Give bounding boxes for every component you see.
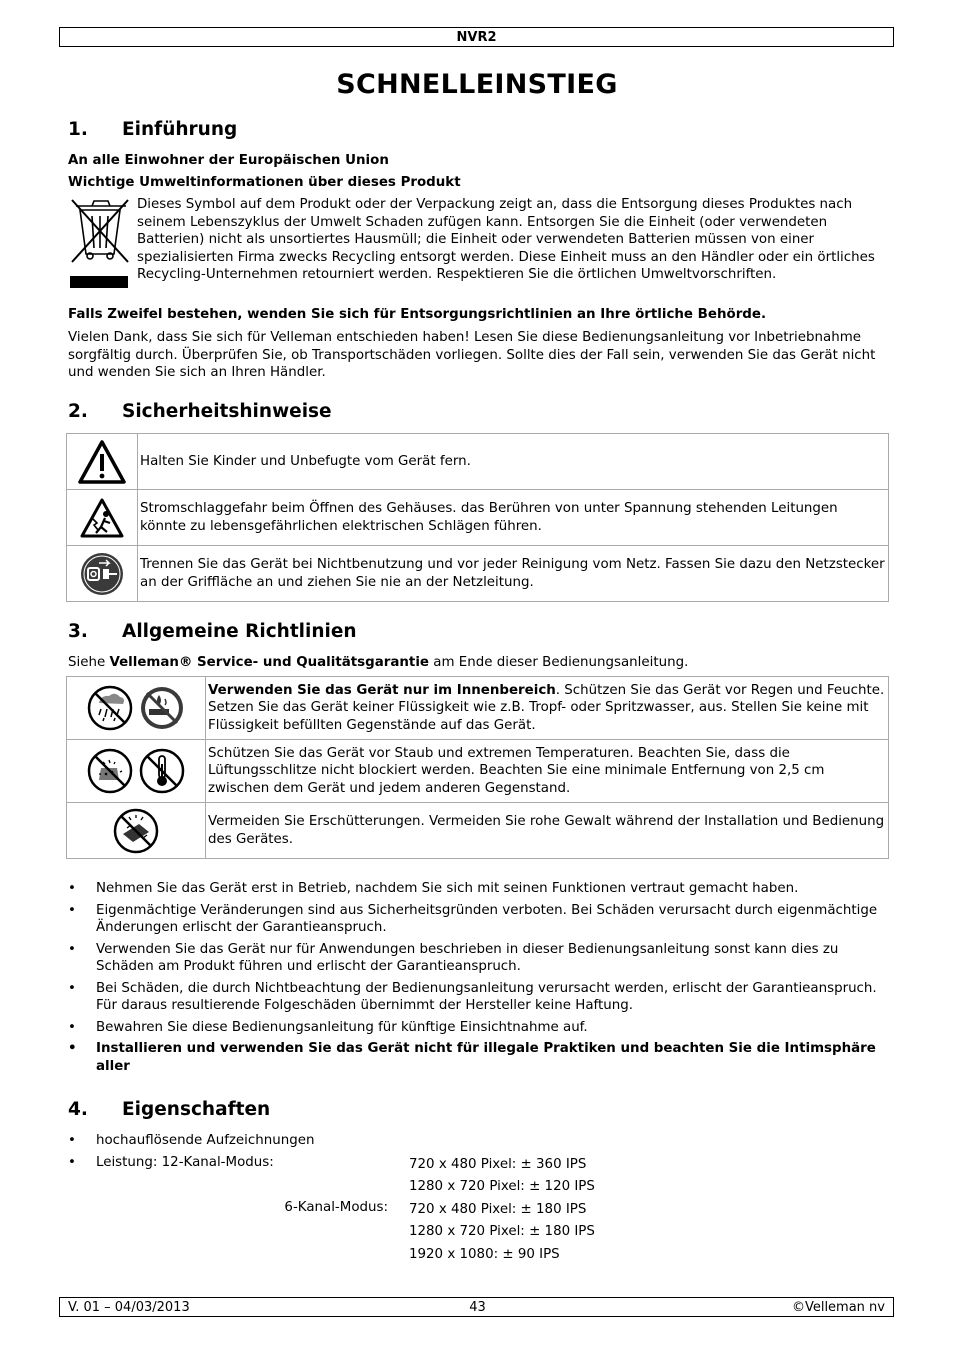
no-extreme-temperature-icon — [139, 748, 185, 794]
section-title: Einführung — [122, 119, 238, 140]
no-shock-icon — [69, 808, 203, 854]
guideline-text: Schützen Sie das Gerät vor Staub und extremen Temperaturen. Beachten Sie, dass die Lüftungsschlitze nicht blockiert werden. Beachten Sie eine minimale Entfernung von 2,5 cm zwischen dem Gerät und jedem anderen Gegenstand. — [206, 740, 889, 803]
safety-table — [66, 433, 889, 602]
guideline-row — [67, 740, 889, 803]
list-item: • Nehmen Sie das Gerät erst in Betrieb, nachdem Sie sich mit seinen Funktionen vertraut gemacht haben. — [68, 880, 889, 898]
list-item: • Bewahren Sie diese Bedienungsanleitung für künftige Einsichtnahme auf. — [68, 1019, 889, 1037]
section-3-heading — [68, 621, 357, 643]
guideline-icons — [67, 740, 206, 803]
section-title: Allgemeine Richtlinien — [122, 621, 357, 642]
guidelines-table — [66, 676, 889, 859]
guideline-icons — [67, 677, 206, 740]
eu-residents-label: An alle Einwohner der Europäischen Union — [68, 153, 389, 168]
intro-text: Siehe — [68, 655, 110, 670]
weee-text: Dieses Symbol auf dem Produkt oder der Verpackung zeigt an, dass die Entsorgung dieses Produktes nach seinem Lebenszyklus der Umwelt Schaden zufügen kann. Entsorgen Sie die Einheit (oder verwendeten Batterien) nicht als unsortiertes Hausmüll; die Einheit oder verwendeten Batterien müssen von einer spezialisierten Firma zwecks Recycling entsorgt werden. Diese Einheit muss an den Händler oder ein örtliches Recycling-Unternehmen retourniert werden. Respektieren Sie die örtlichen Umweltvorschriften. — [137, 197, 875, 282]
spec-value: 1920 x 1080: ± 90 IPS — [409, 1246, 560, 1262]
safety-row — [67, 490, 889, 546]
thanks-paragraph: Vielen Dank, dass Sie sich für Velleman entschieden haben! Lesen Sie diese Bedienungsanleitung vor Inbetriebnahme sorgfältig durch. Überprüfen Sie, ob Transportschäden vorliegen. Sollte dies der Fall sein, verwenden Sie das Gerät nicht und wenden Sie sich an Ihren Händler. — [68, 330, 876, 380]
safety-row — [67, 434, 889, 490]
section-title: Eigenschaften — [122, 1099, 271, 1120]
guideline-bullets — [68, 880, 889, 1075]
spec-value: 1280 x 720 Pixel: ± 180 IPS — [409, 1224, 595, 1240]
features-list — [68, 1154, 368, 1172]
footer-version: V. 01 – 04/03/2013 — [68, 1300, 190, 1315]
doubt-note: Falls Zweifel bestehen, wenden Sie sich für Entsorgungsrichtlinien an Ihre örtliche Behörde. — [68, 307, 767, 322]
list-item: • hochauflösende Aufzeichnungen — [68, 1132, 889, 1150]
safety-row — [67, 546, 889, 602]
header-bar — [59, 27, 894, 47]
section-number: 3. — [68, 621, 88, 642]
section-number: 4. — [68, 1099, 88, 1120]
unplug-icon — [67, 546, 138, 602]
spec-value: 720 x 480 Pixel: ± 360 IPS — [409, 1157, 587, 1172]
warning-triangle-icon — [67, 434, 138, 490]
safety-text: Stromschlaggefahr beim Öffnen des Gehäuses. das Berühren von unter Spannung stehenden Leitungen könnte zu lebensgefährlichen elektrischen Schlägen führen. — [138, 490, 889, 546]
indoor-only-text: Verwenden Sie das Gerät nur im Innenbereich — [208, 682, 556, 698]
section-number: 1. — [68, 119, 88, 140]
list-item: • Installieren und verwenden Sie das Gerät nicht für illegale Praktiken und beachten Sie die Intimsphäre aller — [68, 1040, 889, 1075]
guideline-row — [67, 803, 889, 859]
list-item: • Leistung: 12-Kanal-Modus: — [68, 1154, 368, 1172]
spec-value: 1280 x 720 Pixel: ± 120 IPS — [409, 1179, 595, 1195]
no-dust-icon — [87, 748, 133, 794]
header-model: NVR2 — [456, 30, 497, 45]
env-info-label: Wichtige Umweltinformationen über dieses Produkt — [68, 175, 461, 190]
electric-shock-icon — [67, 490, 138, 546]
safety-text: Trennen Sie das Gerät bei Nichtbenutzung und vor jeder Reinigung vom Netz. Fassen Sie dazu den Netzstecker an der Griffläche an und ziehen Sie nie an der Netzleitung. — [138, 546, 889, 602]
features-list — [68, 1132, 889, 1150]
list-item: • Verwenden Sie das Gerät nur für Anwendungen beschrieben in dieser Bedienungsanleitung sonst kann dies zu Schäden am Produkt führen und erlischt der Garantieanspruch. — [68, 941, 889, 976]
list-item: • Eigenmächtige Veränderungen sind aus Sicherheitsgründen verboten. Bei Schäden verursacht durch eigenmächtige Änderungen erlischt der Garantieanspruch. — [68, 902, 889, 937]
section-title: Sicherheitshinweise — [122, 401, 332, 422]
spec-value: 720 x 480 Pixel: ± 180 IPS — [409, 1202, 587, 1217]
safety-text: Halten Sie Kinder und Unbefugte vom Gerät fern. — [138, 434, 889, 490]
guarantee-name: Velleman® Service- und Qualitätsgarantie — [109, 655, 430, 670]
footer-copyright: ©Velleman nv — [791, 1300, 885, 1315]
mode-12-values — [409, 1154, 595, 1199]
weee-bin-icon — [68, 196, 132, 290]
section-4-heading — [68, 1099, 270, 1121]
guideline-text: Vermeiden Sie Erschütterungen. Vermeiden Sie rohe Gewalt während der Installation und Bedienung des Gerätes. — [206, 803, 889, 859]
guideline-row — [67, 677, 889, 740]
mode-6-label: 6-Kanal-Modus: — [284, 1200, 388, 1215]
section-2-heading — [68, 401, 332, 423]
guarantee-reference — [68, 654, 688, 672]
mode-6-values — [409, 1199, 595, 1266]
intro-text: am Ende dieser Bedienungsanleitung. — [429, 655, 689, 670]
section-number: 2. — [68, 401, 88, 422]
no-liquid-icon — [139, 685, 185, 731]
guideline-text — [206, 677, 889, 740]
guideline-icons — [67, 803, 206, 859]
guideline-text-rest: . Schützen Sie das Gerät vor Regen und Feuchte. Setzen Sie das Gerät keiner Flüssigkeit wie z.B. Tropf- oder Spritzwasser, aus. Stellen Sie keine mit Flüssigkeit befüllten Gegenstände auf das Gerät. — [208, 682, 885, 733]
list-item: • Bei Schäden, die durch Nichtbeachtung der Bedienungsanleitung verursacht werden, erlischt der Garantieanspruch. Für daraus resultierende Folgeschäden übernimmt der Hersteller keine Haftung. — [68, 980, 889, 1015]
section-1-heading — [68, 119, 237, 141]
footer-bar — [59, 1297, 894, 1317]
page-title: SCHNELLEINSTIEG — [336, 69, 618, 100]
footer-page-number: 43 — [469, 1300, 486, 1315]
no-rain-icon — [87, 685, 133, 731]
